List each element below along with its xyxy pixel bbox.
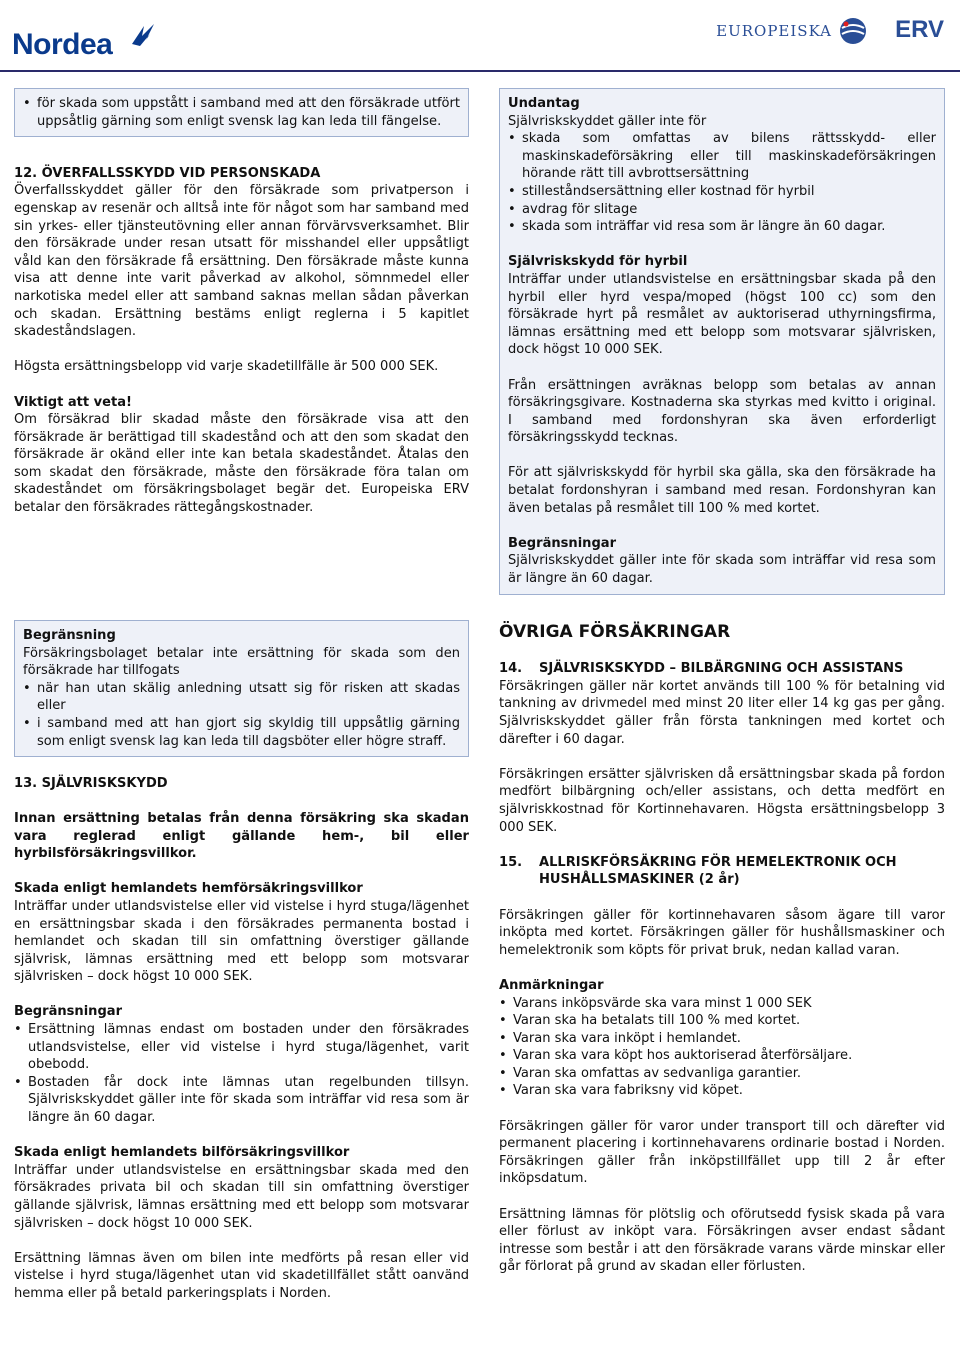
header-divider bbox=[0, 70, 960, 72]
rental-car-paragraph-2: Från ersättningen avräknas belopp som betalas av annan försäkringsgivare. Kostnaderna ska styrkas med kvitto i original. I samband med fordonshyran ska även erforderligt försäkringsskydd tecknas. bbox=[508, 377, 936, 446]
section-13-heading-limitations: Begränsningar bbox=[14, 1004, 123, 1020]
list-item: • Varan ska vara köpt hos auktoriserad återförsäljare. bbox=[499, 1047, 945, 1065]
erv-wordmark-erv: ERV bbox=[895, 16, 944, 43]
right-column bbox=[499, 88, 945, 1276]
list-item: • Varan ska vara inköpt i hemlandet. bbox=[499, 1030, 945, 1048]
left-column bbox=[14, 88, 469, 517]
exception-intro: Självriskskyddet gäller inte för bbox=[508, 113, 707, 129]
other-insurances-title: ÖVRIGA FÖRSÄKRINGAR bbox=[499, 621, 731, 642]
list-item: • Ersättning lämnas endast om bostaden under den försäkrades utlandsvistelse, eller vid vistelse i hyrd stuga/lägenhet, varit obebodd. bbox=[14, 1021, 469, 1074]
section-15-notes-list bbox=[499, 995, 945, 1101]
section-13-limitations-list bbox=[14, 1021, 469, 1127]
section-15-paragraph-2: Försäkringen gäller för varor under transport till och därefter vid permanent placering i kortinnehavarens ordinarie bostad i Norden. Försäkringen gäller från inköpstillfället upp till 2 år efter inköpsdatum. bbox=[499, 1118, 945, 1187]
section-15-title bbox=[499, 854, 945, 889]
list-item: • för skada som uppstått i samband med att den försäkrade utfört uppsåtlig gärning som enligt svensk lag kan leda till fängelse. bbox=[23, 95, 460, 130]
list-item: • Varans inköpsvärde ska vara minst 1 000 SEK bbox=[499, 995, 945, 1013]
section-14-title-text: SJÄLVRISKSKYDD – BILBÄRGNING OCH ASSISTANS bbox=[539, 661, 904, 677]
erv-globe-icon bbox=[838, 16, 868, 46]
section-12-paragraph-1: Överfallsskyddet gäller för den försäkrade som privatperson i egenskap av resenär och alltså inte för något som har samband med sin yrkes- eller tjänsteutövning eller annan förvärvsverksamhet. Blir den försäkrade under resan utsatt för misshandel eller uppsåtligt våld kan den försäkrade få ersättning. Den försäkrade måste kunna visa att denne inte varit påverkad av alkohol, sömnmedel eller narkotiska medel eller att samband saknas mellan sådan påverkan och skadan. Ersättning bestäms enligt reglerna i 5 kapitlet skadeståndslagen. bbox=[14, 183, 469, 340]
nordea-wings-icon bbox=[130, 22, 156, 48]
rental-car-heading: Självriskskydd för hyrbil bbox=[508, 254, 688, 270]
section-13-paragraph-home: Inträffar under utlandsvistelse eller vid vistelse i hyrd stuga/lägenhet en ersättningsbar skada i den försäkrades permanenta bostad i hemlandet och skadan till sin omfattning överstiger gällande självrisk, lämnas ersättning med ett belopp som motsvarar självrisken – dock högst 10 000 SEK. bbox=[14, 898, 469, 985]
list-item: • skada som inträffar vid resa som är längre än 60 dagar. bbox=[508, 218, 936, 236]
section-13-heading-home: Skada enligt hemlandets hemförsäkringsvillkor bbox=[14, 881, 363, 897]
section-14-paragraph-1: Försäkringen gäller när kortet används till 100 % för betalning vid tankning av drivmedel med minst 20 liter eller 14 kg gas per gång. Självriskskyddet gäller från första tankningen med kortet och därefter i 60 dagar. bbox=[499, 678, 945, 747]
list-item: • Varan ska ha betalats till 100 % med kortet. bbox=[499, 1012, 945, 1030]
section-12-paragraph-2: Högsta ersättningsbelopp vid varje skadetillfälle är 500 000 SEK. bbox=[14, 359, 439, 375]
exclusion-box-1 bbox=[14, 88, 469, 137]
section-15-notes-heading: Anmärkningar bbox=[499, 977, 604, 993]
erv-wordmark-europeiska: EUROPEISKA bbox=[716, 22, 832, 40]
list-item: • Varan ska vara fabriksny vid köpet. bbox=[499, 1082, 945, 1100]
limitation-title: Begränsning bbox=[23, 628, 116, 643]
section-15-paragraph-1: Försäkringen gäller för kortinnehavaren såsom ägare till varor inköpta med kortet. Försäkringen gäller för hushållsmaskiner och hemelektronik som köpts för privat bruk, nedan kallad varan. bbox=[499, 907, 945, 958]
section-14-number: 14. bbox=[499, 661, 523, 677]
exception-title: Undantag bbox=[508, 96, 580, 111]
rental-car-limitations-heading: Begränsningar bbox=[508, 535, 617, 551]
exception-box bbox=[499, 88, 945, 595]
list-item: • stilleståndsersättning eller kostnad för hyrbil bbox=[508, 183, 936, 201]
section-13-heading-car: Skada enligt hemlandets bilförsäkringsvillkor bbox=[14, 1145, 350, 1161]
section-13-title: 13. SJÄLVRISKSKYDD bbox=[14, 775, 168, 791]
list-item: • skada som omfattas av bilens rättsskydd- eller maskinskadeförsäkring eller till maskinskadeförsäkringen hörande rätt till avbrottsersättning bbox=[508, 130, 936, 183]
section-12-title: 12. ÖVERFALLSSKYDD VID PERSONSKADA bbox=[14, 165, 321, 181]
section-13-paragraph-parked: Ersättning lämnas även om bilen inte medförts på resan eller vid vistelse i hyrd stuga/lägenhet utan vid skadetillfället stått oanvänd hemma eller på betald parkeringsplats i Norden. bbox=[14, 1250, 469, 1301]
rental-car-paragraph-3: För att självriskskydd för hyrbil ska gälla, ska den försäkrade ha betalat fordonshyran i samband med resan. Fordonshyran kan även betalas på resmålet till 100 % med kortet. bbox=[508, 465, 936, 516]
limitation-box bbox=[14, 620, 469, 757]
nordea-wordmark: Nordea bbox=[12, 28, 113, 61]
section-15-title-text: ALLRISKFÖRSÄKRING FÖR HEMELEKTRONIK OCH HUSHÅLLSMASKINER (2 år) bbox=[539, 854, 897, 888]
page-header bbox=[0, 0, 960, 72]
section-15-number: 15. bbox=[499, 854, 523, 870]
section-15-paragraph-3: Ersättning lämnas för plötslig och oförutsedd fysisk skada på vara eller förlust av inköpt vara. Försäkringen avser endast sådant intresse som består i att den försäkrade varans värde minskar eller går förlorat på grund av skadan eller förlusten. bbox=[499, 1206, 945, 1275]
list-item: • när han utan skälig anledning utsatt sig för risken att skadas eller bbox=[23, 680, 460, 715]
section-14-title bbox=[499, 660, 945, 678]
rental-car-paragraph-1: Inträffar under utlandsvistelse en ersättningsbar skada på den hyrbil eller hyrd vespa/moped (högst 100 cc) som den försäkrade hyrt på resmålet av auktoriserad uthyrningsfirma, lämnas ersättning med ett belopp som motsvarar självrisken, dock högst 10 000 SEK. bbox=[508, 271, 936, 358]
list-item: • avdrag för slitage bbox=[508, 201, 936, 219]
list-item: • Varan ska omfattas av sedvanliga garantier. bbox=[499, 1065, 945, 1083]
limitation-intro: Försäkringsbolaget betalar inte ersättning för skada som den försäkrade har tillfogats bbox=[23, 645, 460, 679]
section-12-heading-important: Viktigt att veta! bbox=[14, 394, 133, 410]
list-item: • Bostaden får dock inte lämnas utan regelbunden tillsyn. Självriskskyddet gäller inte för skada som inträffar vid resa som är längre än 60 dagar. bbox=[14, 1074, 469, 1127]
section-13-lead: Innan ersättning betalas från denna försäkring ska skadan vara reglerad enligt gällande hem-, bil eller hyrbilsförsäkringsvillkor. bbox=[14, 810, 469, 862]
exclusion-list bbox=[23, 95, 460, 130]
left-column-lower bbox=[14, 620, 469, 1303]
rental-car-limitations-text: Självriskskyddet gäller inte för skada som inträffar vid resa som är längre än 60 dagar. bbox=[508, 553, 936, 587]
section-14-paragraph-2: Försäkringen ersätter självrisken då ersättningsbar skada på fordon medfört bilbärgning och/eller assistans, och detta medfört en självriskkostnad för Kortinnehavaren. Högsta ersättningsbelopp 3 000 SEK. bbox=[499, 766, 945, 835]
limitation-list bbox=[23, 680, 460, 750]
list-item: • i samband med att han gjort sig skyldig till uppsåtlig gärning som enligt svensk lag kan leda till dagsböter eller högre straff. bbox=[23, 715, 460, 750]
section-12-paragraph-3: Om försäkrad blir skadad måste den försäkrade visa att den försäkrade är berättigad till skadestånd och att den som skadat den försäkrade är okänd eller inte kan betala skadeståndet. Åtalas den som skadat den försäkrade, måste den försäkrade föra talan om skadeståndet om försäkringsbolaget begär det. Europeiska ERV betalar den försäkrades rättegångskostnader. bbox=[14, 412, 469, 516]
exception-list bbox=[508, 130, 936, 236]
section-13-paragraph-car: Inträffar under utlandsvistelse en ersättningsbar skada med den försäkrades privata bil och skadan till sin omfattning överstiger gällande självrisk, lämnas ersättning med ett belopp som motsvarar självrisken – dock högst 10 000 SEK. bbox=[14, 1162, 469, 1231]
